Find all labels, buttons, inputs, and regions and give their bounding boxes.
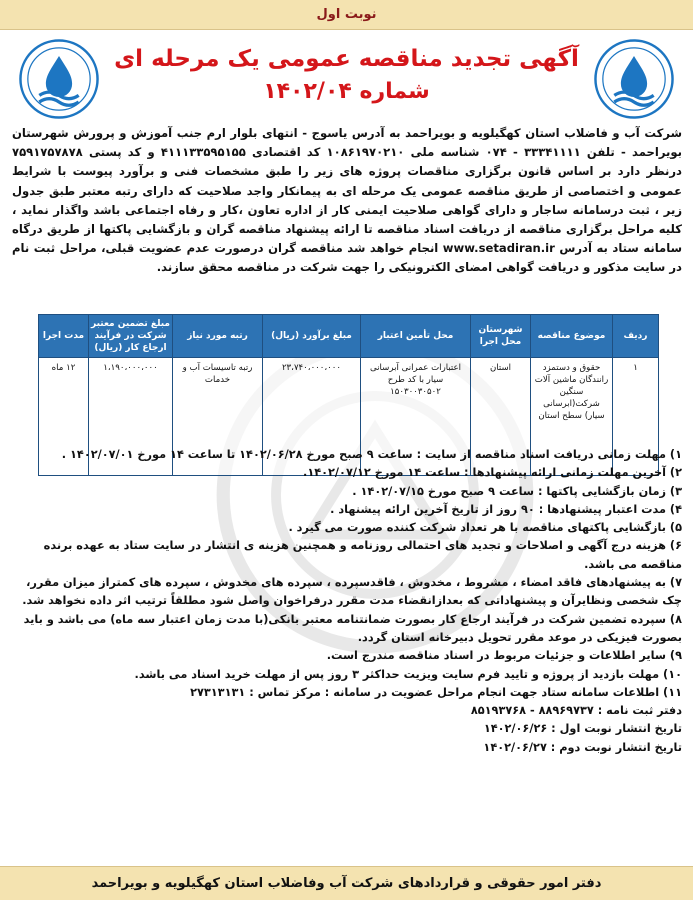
column-header: مدت اجرا <box>39 315 89 358</box>
subject-cell: حقوق و دستمزد رانندگان ماشین آلات سنگین شرکت(ابرسانی سیار) سطح استان <box>531 358 613 476</box>
condition-item: ۸) سپرده تضمین شرکت در فرآیند ارجاع کار بصورت ضمانتنامه معتبر بانکی(با مدت زمان اعتبار سه ماه) می باشد و باید بصورت فیزیکی در موعد مقرر تحویل دبیرخانه استان گردد. <box>23 612 682 644</box>
publish-date-first: تاریخ انتشار نوبت اول : ۱۴۰۲/۰۶/۲۶ <box>483 722 682 736</box>
notice-title <box>110 42 583 108</box>
condition-item: ۷) به پیشنهادهای فاقد امضاء ، مشروط ، مخدوش ، فاقدسپرده ، سپرده های مخدوش ، سپرده های کمتراز میزان مقرر، چک شخصی ونظایرآن و پیشنهاداتی که بعدازانقضاء مدت مقرر درفراخوان واصل شود مطلقاً ترتیب اثر داده نخواهد شد. <box>22 576 682 608</box>
funding-cell: اعتبارات عمرانی آبرسانی سیار با کد طرح ۱۵۰۳۰۰۳۰۵۰۲ <box>361 358 471 476</box>
footer-banner <box>0 866 693 900</box>
condition-item: ۹) سایر اطلاعات و جزئیات مربوط در اسناد مناقصه مندرج است. <box>326 649 682 663</box>
condition-item: ۲) آخرین مهلت زمانی ارائه پیشنهادها : ساعت ۱۴ مورخ ۱۴۰۲/۰۷/۱۲. <box>303 466 682 480</box>
column-header: ردیف <box>613 315 659 358</box>
guarantee-cell: ۱،۱۹۰،۰۰۰،۰۰۰ <box>89 358 173 476</box>
water-company-logo-icon <box>18 38 100 120</box>
column-header: موضوع مناقصه <box>531 315 613 358</box>
condition-item: ۵) بازگشایی پاکتهای مناقصه با هر تعداد شرکت کننده صورت می گیرد . <box>288 521 682 535</box>
column-header: مبلغ تضمین معتبر شرکت در فرآیند ارجاع کار (ریال) <box>89 315 173 358</box>
top-banner <box>0 0 693 30</box>
condition-item: ۴) مدت اعتبار پیشنهادها : ۹۰ روز از تاریخ آخرین ارائه پیشنهاد . <box>330 502 682 516</box>
condition-item: ۱) مهلت زمانی دریافت اسناد مناقصه از سایت : ساعت ۹ صبح مورخ ۱۴۰۲/۰۶/۲۸ تا ساعت ۱۴ مورخ ۱۴۰۲/۰۷/۰۱ . <box>61 448 682 461</box>
column-header: مبلغ برآورد (ریال) <box>263 315 361 358</box>
column-header: شهرستان محل اجرا <box>471 315 531 358</box>
intro-paragraph: شرکت آب و فاضلاب استان کهگیلویه و بویراحمد به آدرس یاسوج - انتهای بلوار ارم جنب آموزش و پرورش شهرستان بویراحمد - تلفن ۳۳۳۴۱۱۱۱ - ۰۷۴ شناسه ملی ۱۰۸۶۱۹۷۰۲۱۰ کد اقتصادی ۴۱۱۱۳۳۵۹۵۱۵۵ و کد پستی ۷۵۹۱۷۵۷۸۷۸ درنظر دارد بر اساس قانون برگزاری مناقصات پروژه های زیر را طبق مشخصات فنی و برآورد پیوست با شرایط عمومی و اختصاصی از طریق مناقصه عمومی یک مرحله ای به پیمانکار واجد صلاحیت که دارای رتبه معتبر طبق جدول زیر ، ثبت درسامانه ساجار و دارای گواهی صلاحیت ایمنی کار از اداره تعاون ،کار و رفاه اجتماعی باشد واگذار نماید ، کلیه مراحل برگزاری مناقصه از دریافت اسناد مناقصه تا ارائه پیشنهاد مناقصه گران و بازگشایی پاکتها از طریق درگاه سامانه ستاد به آدرس www.setadiran.ir انجام خواهد شد مناقصه گران درصورت عدم عضویت قبلی، مراحل ثبت نام در سایت مذکور و دریافت گواهی امضای الکترونیکی را جهت شرکت در مناقصه محقق سازند. <box>12 126 683 275</box>
city-cell: استان <box>471 358 531 476</box>
condition-item: ۱۰) مهلت بازدید از پروژه و تایید فرم سایت ویزیت حداکثر ۳ روز پس از مهلت خرید اسناد می باشد. <box>134 667 682 681</box>
conditions-list <box>12 446 682 757</box>
water-company-logo-icon <box>593 38 675 120</box>
publish-date-second: تاریخ انتشار نوبت دوم : ۱۴۰۲/۰۶/۲۷ <box>483 740 682 754</box>
condition-item: ۳) زمان بازگشایی پاکتها : ساعت ۹ صبح مورخ ۱۴۰۲/۰۷/۱۵ . <box>352 484 682 498</box>
row-number-cell: ۱ <box>613 358 659 476</box>
estimate-cell: ۲۳،۷۴۰،۰۰۰،۰۰۰ <box>263 358 361 476</box>
registry-phone: دفتر ثبت نامه : ۸۸۹۶۹۷۳۷ - ۸۵۱۹۳۷۶۸ <box>470 704 682 718</box>
publication-round-label: نوبت اول <box>316 7 377 22</box>
condition-item: ۶) هزینه درج آگهی و اصلاحات و تجدید های احتمالی روزنامه و همچنین هزینه ی انتشار در سایت ستاد به عهده برنده مناقصه می باشد. <box>43 539 682 571</box>
rank-cell: رتبه تاسیسات آب و خدمات <box>173 358 263 476</box>
table-header-row <box>39 315 659 358</box>
notice-number: شماره ۱۴۰۲/۰۴ <box>263 79 430 104</box>
column-header: محل تأمین اعتبار <box>361 315 471 358</box>
issuer-office: دفتر امور حقوقی و قراردادهای شرکت آب وفاضلاب استان کهگیلویه و بویراحمد <box>91 876 602 891</box>
column-header: رتبه مورد نیاز <box>173 315 263 358</box>
condition-item: ۱۱) اطلاعات سامانه ستاد جهت انجام مراحل عضویت در سامانه : مرکز تماس : ۲۷۳۱۳۱۳۱ <box>190 685 682 699</box>
notice-title-line1: آگهی تجدید مناقصه عمومی یک مرحله ای <box>114 46 579 72</box>
duration-cell: ۱۲ ماه <box>39 358 89 476</box>
